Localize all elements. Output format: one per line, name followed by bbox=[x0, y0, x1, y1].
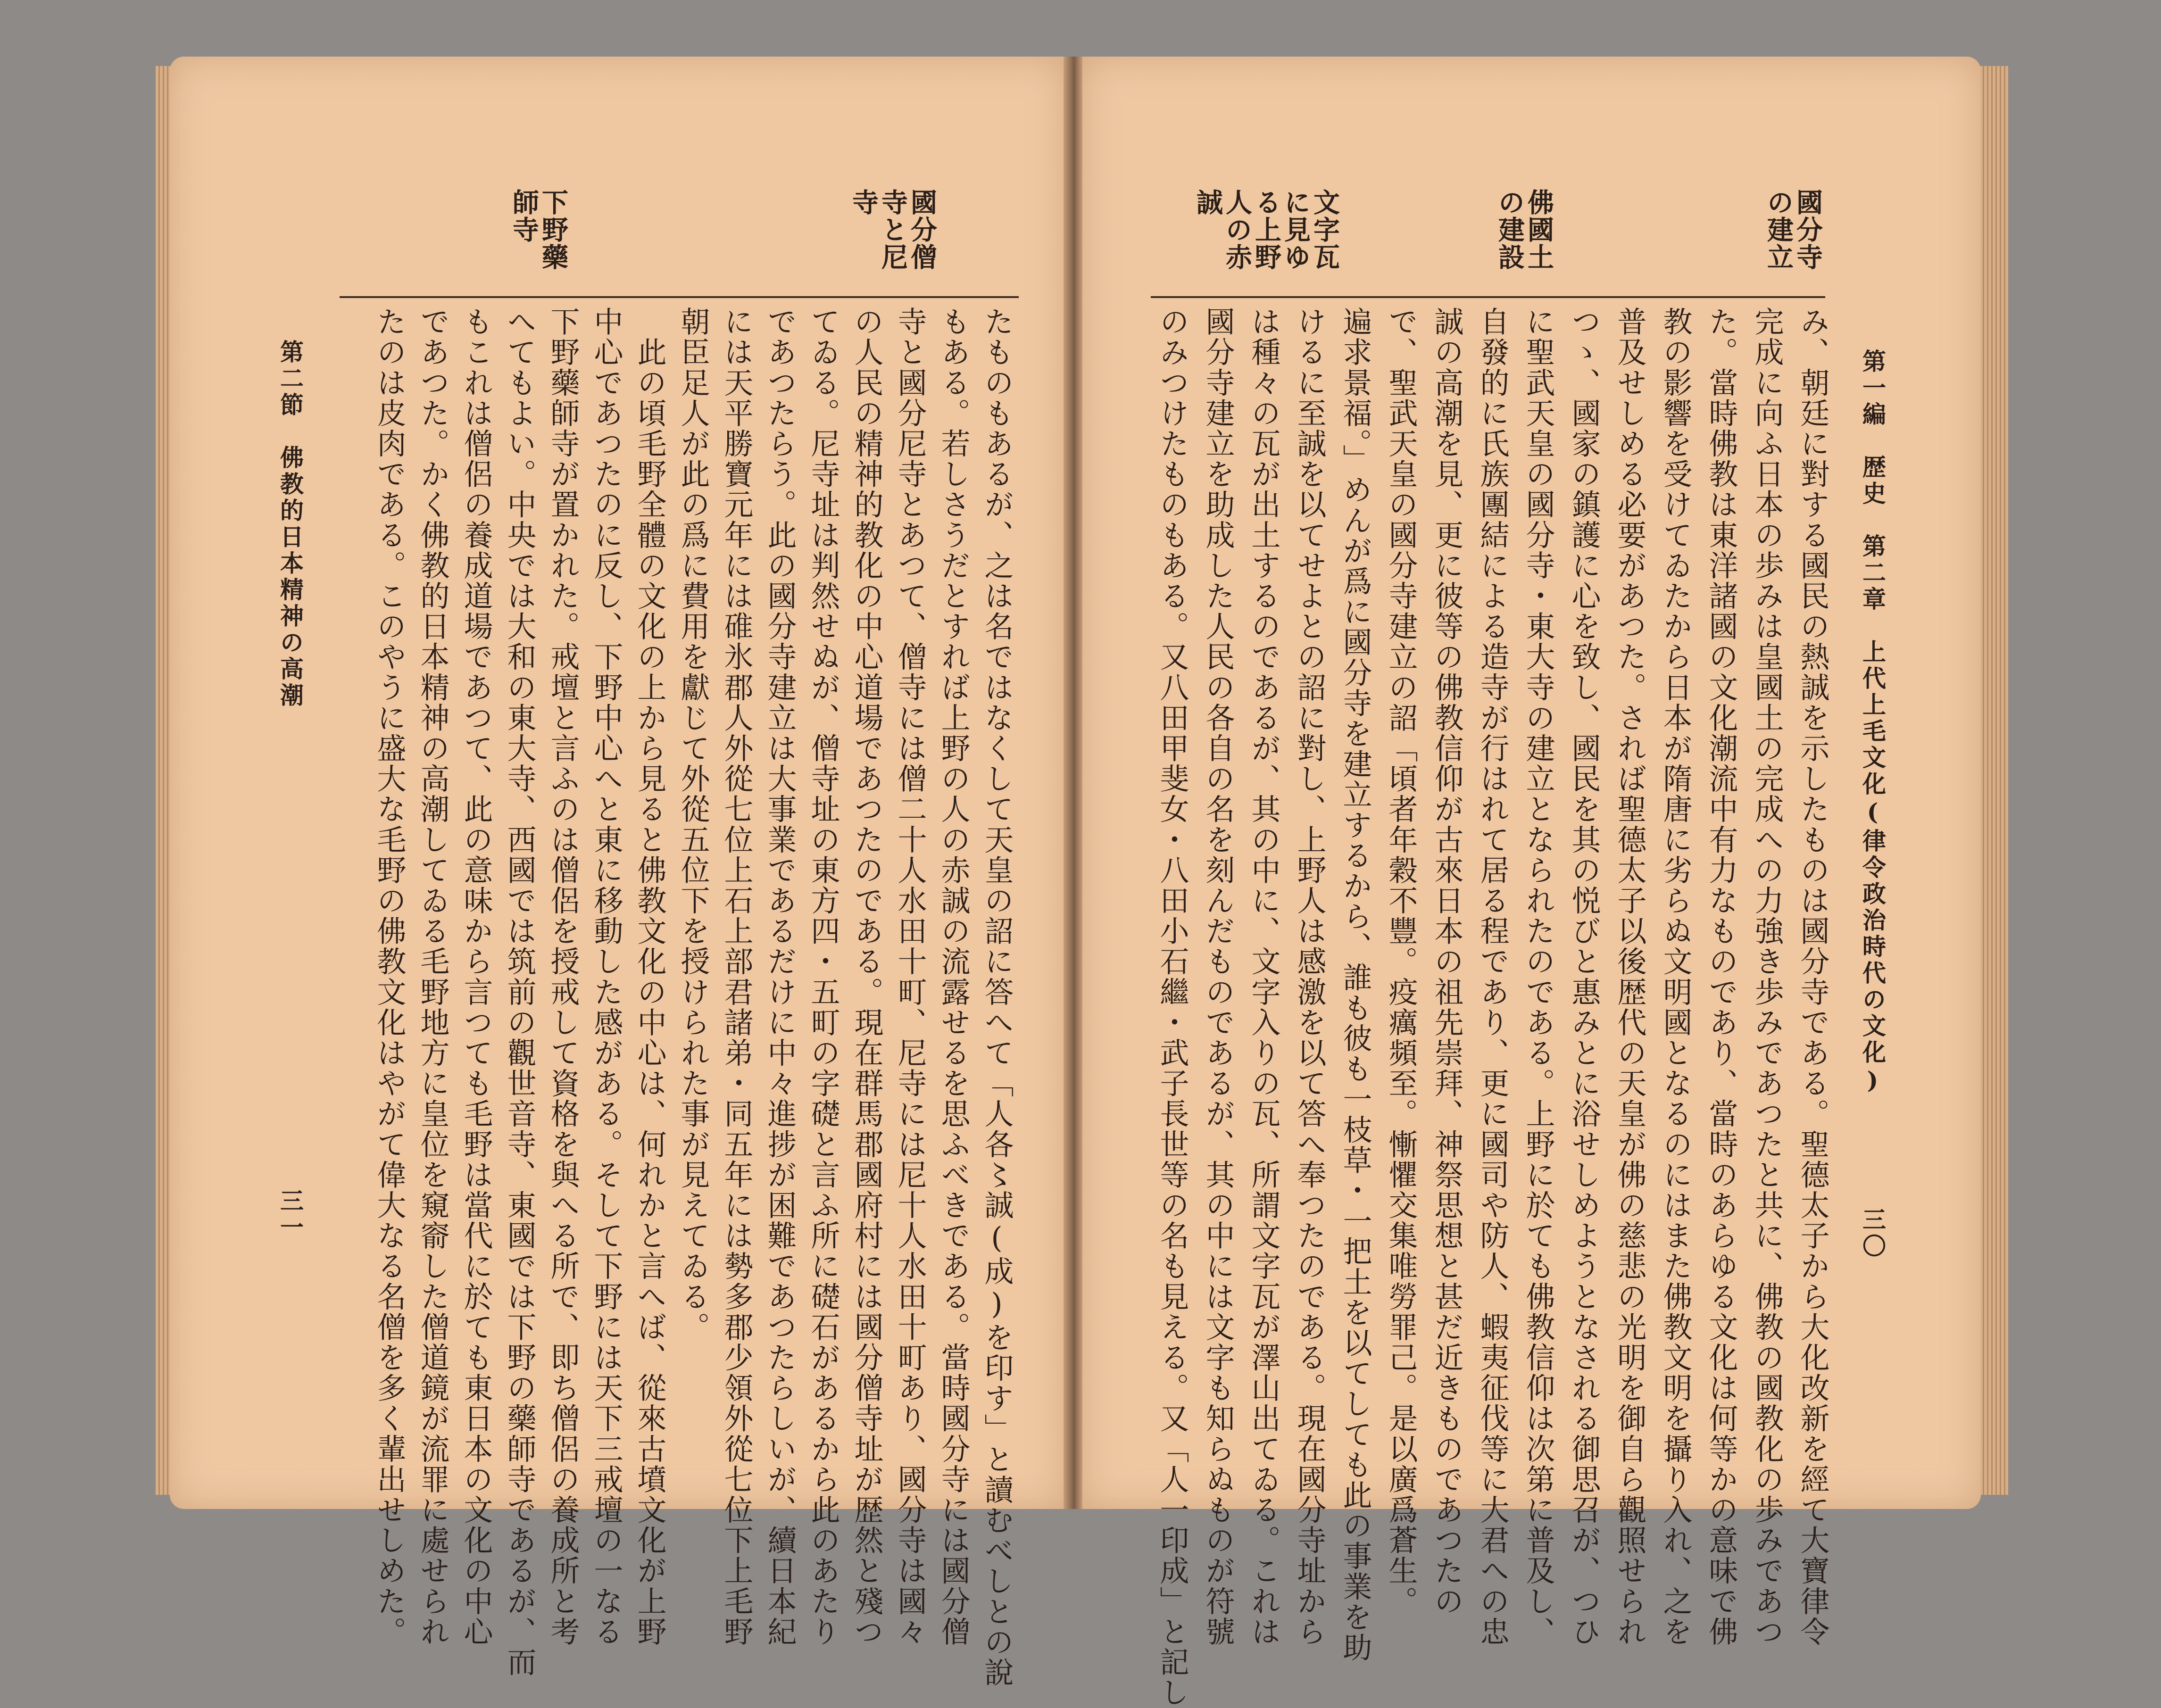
left-page-edges bbox=[156, 66, 172, 1495]
right-body-column: 國分寺建立を助成した人民の各自の名を刻んだものであるが、其の中には文字も知らぬものが符號 bbox=[1201, 307, 1235, 1647]
left-body-column: であつた。かく佛教的日本精神の高潮してゐる毛野地方に皇位を窺窬した僧道鏡が流罪に處せられ bbox=[416, 307, 450, 1647]
left-body-column: てゐる。尼寺址は判然せぬが、僧寺址の東方四・五町の字礎と言ふ所に礎石があるから此のあたり bbox=[806, 307, 840, 1647]
left-page-header: 第二節 佛教的日本精神の高潮 bbox=[276, 340, 304, 709]
left-body-column: 中心であつたのに反し、下野中心へと東に移動した感がある。そして下野には天下三戒壇の一なる bbox=[589, 307, 623, 1647]
right-body-column: に聖武天皇の國分寺・東大寺の建立となられたのである。上野に於ても佛教信仰は次第に普及し、 bbox=[1521, 307, 1555, 1647]
left-margin-note: 國分僧寺と尼寺 bbox=[848, 189, 938, 271]
left-margin-rule bbox=[340, 296, 1019, 298]
right-body-column: のみつけたものもある。又八田甲斐女・八田小石繼・武子長世等の名も見える。又「人一印成」と記し bbox=[1155, 307, 1189, 1708]
left-body-column: たものもあるが、之は名ではなくして天皇の詔に答へて「人各〻誠(成)を印す」と讀むべしとの說 bbox=[980, 307, 1014, 1688]
right-page-header: 第一編 歴史 第二章 上代上毛文化(律令政治時代の文化) bbox=[1859, 349, 1887, 1097]
right-body-column: で、聖武天皇の國分寺建立の詔「頃者年穀不豐。疫癘頻至。慚懼交集唯勞罪己。是以廣爲蒼生。 bbox=[1384, 307, 1418, 1617]
right-margin-rule bbox=[1151, 296, 1825, 298]
left-body-column: 寺と國分尼寺とあつて、僧寺には僧二十人水田十町、尼寺には尼十人水田十町あり、國分寺は國々 bbox=[893, 307, 927, 1647]
left-page-number: 三一 bbox=[276, 1188, 304, 1241]
right-margin-note: 國分寺の建立 bbox=[1763, 189, 1823, 271]
left-margin-note: 下野藥師寺 bbox=[508, 189, 569, 271]
right-page-edges bbox=[1980, 66, 2008, 1495]
left-body-column: もある。若しさうだとすれば上野の人の赤誠の流露せるを思ふべきである。當時國分寺には國分僧 bbox=[936, 307, 971, 1647]
right-margin-note: 文字瓦に見ゆる上野人の赤誠 bbox=[1192, 189, 1340, 271]
left-body-column: 下野藥師寺が置かれた。戒壇と言ふのは僧侶を授戒して資格を與へる所で、即ち僧侶の養成所と考 bbox=[546, 307, 580, 1647]
right-page-number: 三〇 bbox=[1859, 1207, 1887, 1260]
right-body-column: けるに至誠を以てせよとの詔に對し、上野人は感激を以て答へ奉つたのである。現在國分寺址から bbox=[1292, 307, 1327, 1647]
right-body-column: つゝ、國家の鎮護に心を致し、國民を其の悦びと惠みとに浴せしめようとなされる御思召が、つひ bbox=[1567, 307, 1601, 1647]
right-body-column: み、朝廷に對する國民の熱誠を示したものは國分寺である。聖德太子から大化改新を經て大寶律令 bbox=[1795, 307, 1830, 1647]
right-margin-note: 佛國土の建設 bbox=[1494, 189, 1554, 271]
left-body-column: たのは皮肉である。このやうに盛大な毛野の佛教文化はやがて偉大なる名僧を多く輩出せしめた。 bbox=[372, 307, 407, 1647]
right-body-column: 教の影響を受けてゐたから日本が隋唐に劣らぬ文明國となるのにはまた佛教文明を攝り入れ、之を bbox=[1658, 307, 1693, 1647]
left-body-column: 朝臣足人が此の爲に費用を獻じて外從五位下を授けられた事が見えてゐる。 bbox=[676, 307, 710, 1343]
right-body-column: 完成に向ふ日本の歩みは皇國土の完成への力強き歩みであつたと共に、佛教の國教化の歩みであつ bbox=[1750, 307, 1784, 1647]
right-body-column: た。當時佛教は東洋諸國の文化潮流中有力なものであり、當時のあらゆる文化は何等かの意味で佛 bbox=[1704, 307, 1738, 1647]
left-body-column: もこれは僧侶の養成道場であつて、此の意味から言つても毛野は當代に於ても東日本の文化の中心 bbox=[459, 307, 493, 1647]
left-body-column: へてもよい。中央では大和の東大寺、西國では筑前の觀世音寺、東國では下野の藥師寺であるが、而 bbox=[502, 307, 537, 1677]
left-body-column: であつたらう。此の國分寺建立は大事業であるだけに中々進捗が困難であつたらしいが、續日本紀 bbox=[763, 307, 797, 1647]
right-body-column: 誠の高潮を見、更に彼等の佛教信仰が古來日本の祖先崇拜、神祭思想と甚だ近きものであつたの bbox=[1430, 307, 1464, 1617]
left-body-column: の人民の精神的教化の中心道場であつたのである。現在群馬郡國府村には國分僧寺址が歴然と殘つ bbox=[849, 307, 884, 1647]
right-body-column: 自發的に氏族團結による造寺が行はれて居る程であり、更に國司や防人、蝦夷征伐等に大君への忠 bbox=[1475, 307, 1510, 1647]
right-body-column: 普及せしめる必要があつた。されば聖德太子以後歴代の天皇が佛の慈悲の光明を御自ら觀照せられ bbox=[1612, 307, 1647, 1647]
left-body-column: 此の頃毛野全體の文化の上から見ると佛教文化の中心は、何れかと言へば、從來古墳文化が上野 bbox=[632, 307, 667, 1647]
right-body-column: 遍求景福。」めんが爲に國分寺を建立するから、誰も彼も一枝草・一把土を以てしても此の事業を助 bbox=[1338, 307, 1372, 1663]
right-body-column: は種々の瓦が出土するのであるが、其の中に、文字入りの瓦、所謂文字瓦が澤山出てゐる。これは bbox=[1247, 307, 1281, 1647]
book-gutter bbox=[1064, 57, 1082, 1509]
left-body-column: には天平勝寶元年には碓氷郡人外從七位上石上部君諸弟・同五年には勢多郡少領外從七位下上毛野 bbox=[719, 307, 754, 1647]
